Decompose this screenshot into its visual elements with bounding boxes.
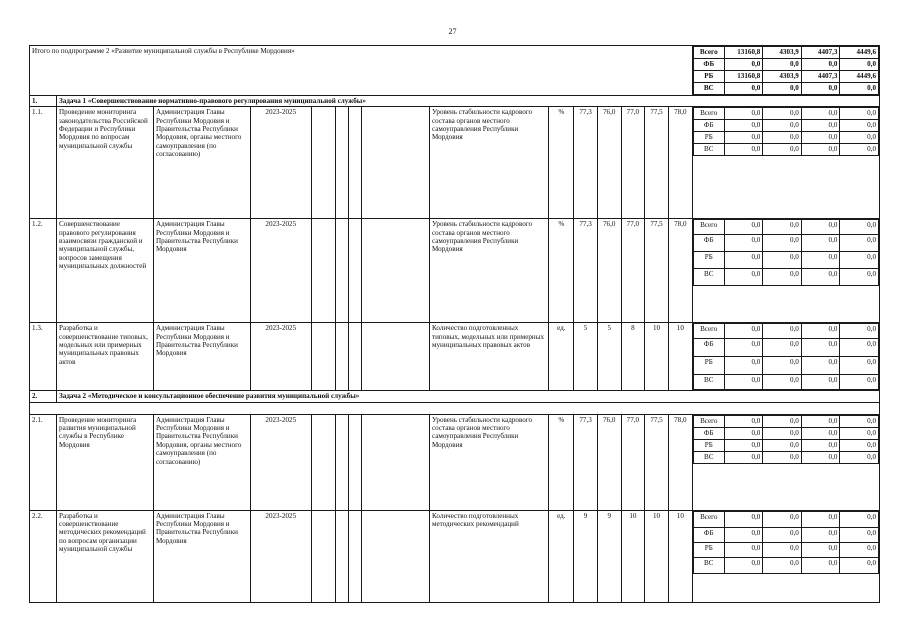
finance-row (693, 83, 878, 95)
finance-value: 0,0 (724, 357, 763, 375)
finance-value: 0,0 (724, 144, 763, 156)
summary-row (30, 46, 880, 96)
summary-title: Итого по подпрограмме 2 «Развитие муниципальной службы в Республике Мордовия» (30, 46, 693, 96)
finance-row (693, 132, 878, 144)
finance-value: 13160,8 (724, 71, 763, 83)
executor: Администрация Главы Республики Мордовия и Правительства Республики Мордовия (153, 323, 250, 391)
finance-table (693, 511, 879, 574)
task-number: 1. (30, 96, 57, 107)
finance-value: 0,0 (801, 83, 840, 95)
task-title: Задача 2 «Методическое и консультационное обеспечение развития муниципальной службы» (57, 391, 880, 402)
finance-label: ВС (693, 144, 724, 156)
empty-col-4 (362, 323, 430, 391)
finance-value: 0,0 (801, 120, 840, 132)
empty-col-2 (336, 323, 348, 391)
finance-value: 0,0 (840, 339, 879, 357)
finance-value: 13160,8 (724, 47, 763, 59)
indicator-value: 77,3 (574, 414, 598, 510)
finance-row (693, 415, 878, 427)
years: 2023-2025 (250, 510, 311, 602)
empty-col-2 (336, 414, 348, 510)
unit: ед. (549, 510, 574, 602)
finance-value: 0,0 (840, 427, 879, 439)
finance-value: 0,0 (763, 324, 802, 339)
finance-value: 0,0 (801, 427, 840, 439)
finance-value: 0,0 (724, 83, 763, 95)
finance-value: 0,0 (801, 324, 840, 339)
empty-col-1 (311, 414, 336, 510)
finance-row (693, 527, 878, 542)
finance-value: 0,0 (763, 415, 802, 427)
finance-value: 4449,6 (840, 47, 879, 59)
finance-table (693, 46, 879, 95)
finance-label: Всего (693, 108, 724, 120)
finance-value: 0,0 (801, 557, 840, 573)
years: 2023-2025 (250, 414, 311, 510)
finance-label: РБ (693, 439, 724, 451)
finance-value: 0,0 (801, 415, 840, 427)
finance-value: 0,0 (801, 59, 840, 71)
empty-col-1 (311, 323, 336, 391)
indicator-value: 77,3 (574, 107, 598, 219)
indicator-value: 78,0 (668, 219, 692, 323)
unit: % (549, 107, 574, 219)
finance-value: 0,0 (763, 439, 802, 451)
finance-value: 0,0 (763, 269, 802, 286)
indicator-value: 76,0 (597, 107, 621, 219)
measure-row (30, 414, 880, 510)
finance-label: ВС (693, 269, 724, 286)
finance-row (693, 59, 878, 71)
finance-value: 0,0 (801, 252, 840, 269)
finance-label: РБ (693, 357, 724, 375)
finance-value: 0,0 (724, 252, 763, 269)
measure-row (30, 219, 880, 323)
spacer-cell (30, 402, 880, 414)
empty-col-4 (362, 219, 430, 323)
summary-finance (692, 46, 879, 96)
finance-value: 0,0 (801, 339, 840, 357)
finance-value: 0,0 (763, 542, 802, 557)
finance-value: 0,0 (763, 339, 802, 357)
finance-label: Всего (693, 415, 724, 427)
finance-value: 0,0 (801, 269, 840, 286)
finance-value: 0,0 (763, 108, 802, 120)
finance-value: 0,0 (801, 542, 840, 557)
finance-value: 0,0 (840, 252, 879, 269)
finance-value: 0,0 (840, 375, 879, 390)
finance-label: Всего (693, 220, 724, 235)
finance-value: 4407,3 (801, 71, 840, 83)
empty-col-3 (348, 219, 362, 323)
indicator-value: 77,0 (621, 219, 645, 323)
finance-value: 0,0 (840, 120, 879, 132)
finance-value: 0,0 (724, 235, 763, 252)
finance-label: ФБ (693, 527, 724, 542)
indicator-value: 10 (668, 510, 692, 602)
finance-value: 0,0 (724, 527, 763, 542)
indicator: Уровень стабильности кадрового состава органов местного самоуправления Республики Мордовия (430, 414, 549, 510)
finance-value: 0,0 (801, 357, 840, 375)
finance-value: 0,0 (840, 59, 879, 71)
finance-row (693, 252, 878, 269)
finance-row (693, 220, 878, 235)
finance-value: 0,0 (801, 235, 840, 252)
finance-value: 0,0 (724, 427, 763, 439)
finance-value: 0,0 (801, 144, 840, 156)
finance-value: 0,0 (840, 451, 879, 463)
indicator-value: 78,0 (668, 107, 692, 219)
finance-value: 0,0 (840, 511, 879, 527)
finance-row (693, 324, 878, 339)
finance-value: 0,0 (763, 557, 802, 573)
program-table (29, 45, 880, 603)
finance-value: 0,0 (724, 108, 763, 120)
finance-label: ВС (693, 375, 724, 390)
finance-value: 0,0 (724, 324, 763, 339)
unit: % (549, 219, 574, 323)
executor: Администрация Главы Республики Мордовия и Правительства Республики Мордовия (153, 510, 250, 602)
finance-label: Всего (693, 324, 724, 339)
indicator-value: 5 (574, 323, 598, 391)
row-number: 1.1. (30, 107, 57, 219)
empty-col-3 (348, 510, 362, 602)
finance-value: 0,0 (724, 451, 763, 463)
row-number: 2.1. (30, 414, 57, 510)
finance-value: 0,0 (801, 439, 840, 451)
indicator-value: 10 (621, 510, 645, 602)
finance-value: 4449,6 (840, 71, 879, 83)
finance-value: 0,0 (840, 83, 879, 95)
indicator-value: 77,0 (621, 107, 645, 219)
finance-value: 0,0 (724, 132, 763, 144)
spacer-row (30, 402, 880, 414)
finance-row (693, 269, 878, 286)
finance-value: 0,0 (724, 511, 763, 527)
finance-value: 4303,9 (763, 47, 802, 59)
finance-table (693, 415, 879, 464)
finance-row (693, 339, 878, 357)
finance-value: 0,0 (763, 357, 802, 375)
empty-col-2 (336, 510, 348, 602)
measure-name: Проведение мониторинга законодательства Российской Федерации и Республики Мордовия по вопросам муниципальной службы (57, 107, 154, 219)
finance-label: ВС (693, 83, 724, 95)
finance-value: 0,0 (763, 132, 802, 144)
finance-value: 0,0 (840, 108, 879, 120)
indicator-value: 77,5 (645, 219, 669, 323)
measure-name: Разработка и совершенствование методических рекомендаций по вопросам организации муниципальной службы (57, 510, 154, 602)
task-row (30, 391, 880, 402)
finance-label: ВС (693, 451, 724, 463)
indicator-value: 8 (621, 323, 645, 391)
indicator-value: 77,5 (645, 107, 669, 219)
finance-label: ФБ (693, 120, 724, 132)
finance-row (693, 427, 878, 439)
measure-finance (692, 219, 879, 323)
finance-label: ФБ (693, 427, 724, 439)
finance-row (693, 120, 878, 132)
years: 2023-2025 (250, 323, 311, 391)
finance-value: 0,0 (763, 144, 802, 156)
finance-row (693, 108, 878, 120)
empty-col-1 (311, 219, 336, 323)
finance-value: 0,0 (763, 120, 802, 132)
indicator-value: 9 (574, 510, 598, 602)
indicator-value: 76,0 (597, 219, 621, 323)
finance-value: 0,0 (724, 339, 763, 357)
measure-finance (692, 414, 879, 510)
measure-finance (692, 510, 879, 602)
finance-value: 0,0 (840, 357, 879, 375)
finance-label: Всего (693, 47, 724, 59)
row-number: 1.2. (30, 219, 57, 323)
finance-value: 0,0 (840, 235, 879, 252)
executor: Администрация Главы Республики Мордовия и Правительства Республики Мордовия, органы местного самоуправления (по согласованию) (153, 107, 250, 219)
finance-row (693, 542, 878, 557)
empty-col-1 (311, 510, 336, 602)
finance-value: 0,0 (763, 59, 802, 71)
finance-value: 0,0 (724, 120, 763, 132)
finance-value: 0,0 (724, 415, 763, 427)
finance-value: 0,0 (840, 439, 879, 451)
finance-value: 0,0 (840, 542, 879, 557)
indicator-value: 9 (597, 510, 621, 602)
finance-value: 0,0 (763, 527, 802, 542)
finance-row (693, 47, 878, 59)
indicator: Количество подготовленных типовых, модельных или примерных муниципальных правовых актов (430, 323, 549, 391)
measure-row (30, 107, 880, 219)
empty-col-4 (362, 107, 430, 219)
row-number: 2.2. (30, 510, 57, 602)
indicator-value: 77,3 (574, 219, 598, 323)
finance-value: 0,0 (840, 527, 879, 542)
finance-value: 0,0 (840, 557, 879, 573)
indicator-value: 76,0 (597, 414, 621, 510)
task-row (30, 96, 880, 107)
finance-value: 0,0 (840, 132, 879, 144)
years: 2023-2025 (250, 219, 311, 323)
finance-value: 0,0 (801, 220, 840, 235)
finance-row (693, 71, 878, 83)
finance-value: 0,0 (763, 83, 802, 95)
measure-finance (692, 107, 879, 219)
finance-label: РБ (693, 252, 724, 269)
finance-row (693, 375, 878, 390)
finance-label: РБ (693, 542, 724, 557)
finance-value: 0,0 (763, 252, 802, 269)
indicator-value: 77,5 (645, 414, 669, 510)
finance-value: 0,0 (840, 415, 879, 427)
indicator-value: 10 (645, 510, 669, 602)
finance-table (693, 107, 879, 156)
empty-col-4 (362, 510, 430, 602)
finance-label: РБ (693, 71, 724, 83)
finance-label: ФБ (693, 235, 724, 252)
finance-row (693, 439, 878, 451)
row-number: 1.3. (30, 323, 57, 391)
finance-row (693, 144, 878, 156)
indicator: Количество подготовленных методических рекомендаций (430, 510, 549, 602)
measure-name: Проведение мониторинга развития муниципальной службы в Республике Мордовия (57, 414, 154, 510)
finance-value: 0,0 (763, 511, 802, 527)
indicator: Уровень стабильности кадрового состава органов местного самоуправления Республики Мордовия (430, 219, 549, 323)
finance-value: 0,0 (801, 108, 840, 120)
indicator-value: 77,0 (621, 414, 645, 510)
empty-col-4 (362, 414, 430, 510)
finance-value: 0,0 (840, 220, 879, 235)
finance-value: 0,0 (840, 324, 879, 339)
indicator: Уровень стабильности кадрового состава органов местного самоуправления Республики Мордовия (430, 107, 549, 219)
finance-label: РБ (693, 132, 724, 144)
finance-value: 0,0 (801, 451, 840, 463)
finance-value: 0,0 (763, 427, 802, 439)
finance-table (693, 323, 879, 390)
task-number: 2. (30, 391, 57, 402)
finance-label: ВС (693, 557, 724, 573)
finance-value: 0,0 (840, 269, 879, 286)
indicator-value: 5 (597, 323, 621, 391)
unit: % (549, 414, 574, 510)
measure-name: Разработка и совершенствование типовых, модельных или примерных муниципальных правовых актов (57, 323, 154, 391)
empty-col-2 (336, 219, 348, 323)
empty-col-2 (336, 107, 348, 219)
empty-col-1 (311, 107, 336, 219)
measure-name: Совершенствование правового регулирования взаимосвязи гражданской и муниципальной службы, вопросов замещения муниципальных должностей (57, 219, 154, 323)
measure-row (30, 323, 880, 391)
finance-row (693, 235, 878, 252)
finance-value: 0,0 (763, 451, 802, 463)
finance-value: 0,0 (801, 132, 840, 144)
indicator-value: 10 (668, 323, 692, 391)
finance-value: 0,0 (763, 220, 802, 235)
finance-label: Всего (693, 511, 724, 527)
unit: ед. (549, 323, 574, 391)
finance-row (693, 451, 878, 463)
finance-table (693, 219, 879, 286)
finance-value: 0,0 (724, 269, 763, 286)
finance-row (693, 511, 878, 527)
finance-label: ФБ (693, 59, 724, 71)
finance-row (693, 357, 878, 375)
finance-value: 0,0 (801, 375, 840, 390)
empty-col-3 (348, 323, 362, 391)
finance-value: 0,0 (801, 527, 840, 542)
finance-value: 0,0 (763, 235, 802, 252)
executor: Администрация Главы Республики Мордовия и Правительства Республики Мордовия, органы местного самоуправления (по согласованию) (153, 414, 250, 510)
task-title: Задача 1 «Совершенствование нормативно-правового регулирования муниципальной службы» (57, 96, 880, 107)
empty-col-3 (348, 107, 362, 219)
empty-col-3 (348, 414, 362, 510)
finance-value: 0,0 (724, 59, 763, 71)
finance-value: 4407,3 (801, 47, 840, 59)
measure-row (30, 510, 880, 602)
executor: Администрация Главы Республики Мордовия и Правительства Республики Мордовия (153, 219, 250, 323)
finance-value: 0,0 (724, 439, 763, 451)
finance-value: 0,0 (724, 542, 763, 557)
finance-row (693, 557, 878, 573)
finance-value: 0,0 (724, 375, 763, 390)
page-number: 27 (448, 27, 457, 36)
finance-value: 0,0 (724, 220, 763, 235)
finance-label: ФБ (693, 339, 724, 357)
years: 2023-2025 (250, 107, 311, 219)
finance-value: 0,0 (840, 144, 879, 156)
finance-value: 4303,9 (763, 71, 802, 83)
finance-value: 0,0 (801, 511, 840, 527)
indicator-value: 78,0 (668, 414, 692, 510)
indicator-value: 10 (645, 323, 669, 391)
measure-finance (692, 323, 879, 391)
finance-value: 0,0 (763, 375, 802, 390)
finance-value: 0,0 (724, 557, 763, 573)
